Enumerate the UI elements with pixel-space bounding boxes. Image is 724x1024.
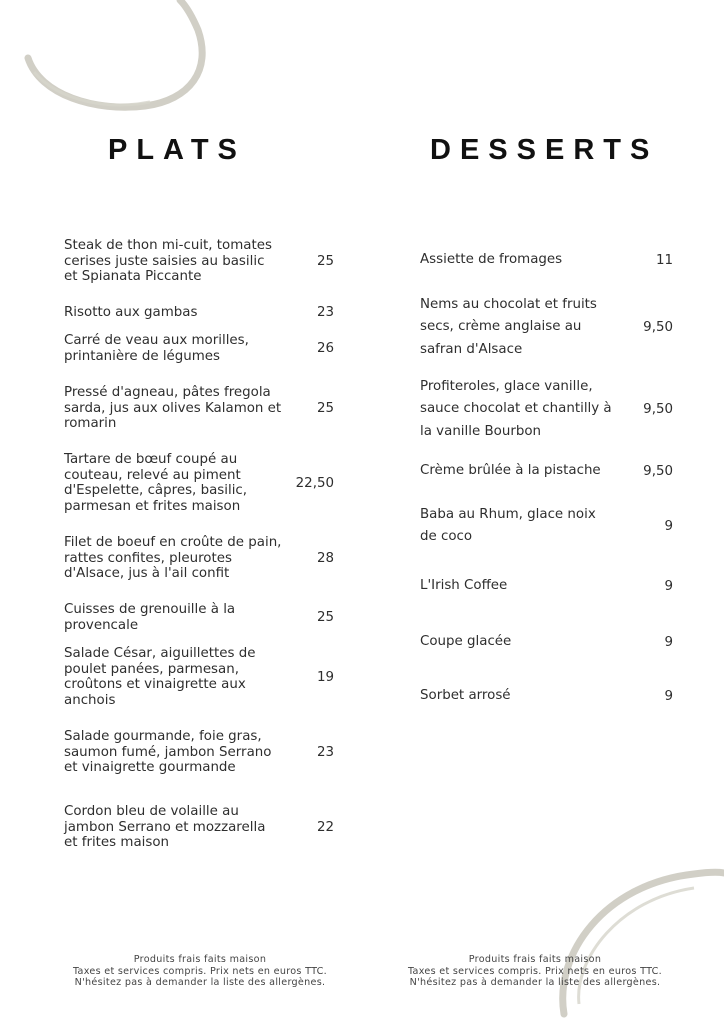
desserts-item-price: 11 xyxy=(655,252,673,268)
plats-item xyxy=(64,305,334,321)
desserts-item xyxy=(420,376,673,443)
brush-circle-bottom-right xyxy=(524,864,724,1024)
plats-item-price: 23 xyxy=(316,744,334,760)
plats-item-price: 28 xyxy=(316,550,334,566)
plats-item-name: Salade gourmande, foie gras, saumon fumé, jambon Serrano et vinaigrette gourmande xyxy=(64,729,272,776)
plats-item xyxy=(64,385,334,432)
footer-right xyxy=(385,954,685,989)
desserts-item xyxy=(420,460,673,482)
footer-homemade-note: Produits frais faits maison xyxy=(468,954,602,965)
desserts-item-name: Crème brûlée à la pistache xyxy=(420,463,601,478)
plats-item-name: Carré de veau aux morilles, printanière de légumes xyxy=(64,333,249,364)
plats-item xyxy=(64,452,334,514)
desserts-item xyxy=(420,249,673,271)
desserts-heading: DESSERTS xyxy=(430,134,659,166)
desserts-item-price: 9,50 xyxy=(643,463,673,479)
plats-item-name: Pressé d'agneau, pâtes fregola sarda, jus aux olives Kalamon et romarin xyxy=(64,385,282,432)
plats-item-name: Risotto aux gambas xyxy=(64,305,198,320)
plats-item-name: Cordon bleu de volaille au jambon Serrano et mozzarella et frites maison xyxy=(64,804,266,851)
plats-item-name: Tartare de bœuf coupé au couteau, relevé au piment d'Espelette, câpres, basilic, parmesan et frites maison xyxy=(64,452,248,514)
desserts-item-price: 9 xyxy=(664,578,673,594)
footer-taxes-note: Taxes et services compris. Prix nets en euros TTC. xyxy=(407,965,663,977)
plats-item-price: 19 xyxy=(316,669,334,685)
desserts-item-name: Coupe glacée xyxy=(420,634,512,649)
footer-taxes-note: Taxes et services compris. Prix nets en euros TTC. xyxy=(72,965,328,977)
plats-item xyxy=(64,333,334,364)
plats-item-name: Cuisses de grenouille à la provencale xyxy=(64,602,236,633)
plats-item-price: 23 xyxy=(316,305,334,321)
desserts-item xyxy=(420,294,673,361)
footer-homemade-note: Produits frais faits maison xyxy=(133,954,267,965)
desserts-item xyxy=(420,685,673,707)
plats-item-price: 26 xyxy=(316,341,334,357)
plats-item xyxy=(64,646,334,708)
plats-item-price: 25 xyxy=(316,610,334,626)
desserts-item-name: Baba au Rhum, glace noix de coco xyxy=(420,507,596,545)
desserts-item-name: Sorbet arrosé xyxy=(420,688,511,703)
desserts-item-price: 9,50 xyxy=(643,402,673,418)
brush-circle-top-left xyxy=(0,0,230,120)
desserts-item-name: Assiette de fromages xyxy=(420,252,563,267)
plats-item-price: 22 xyxy=(316,819,334,835)
desserts-item xyxy=(420,575,673,597)
plats-item xyxy=(64,602,334,633)
plats-item-name: Steak de thon mi-cuit, tomates cerises juste saisies au basilic et Spianata Piccante xyxy=(64,238,272,285)
desserts-item-price: 9 xyxy=(664,688,673,704)
plats-item-name: Filet de boeuf en croûte de pain, rattes confites, pleurotes d'Alsace, jus à l'ail confit xyxy=(64,535,282,582)
desserts-item-price: 9 xyxy=(664,634,673,650)
desserts-item xyxy=(420,504,673,549)
footer-allergens-note: N'hésitez pas à demander la liste des allergènes. xyxy=(409,977,661,989)
plats-item xyxy=(64,804,334,851)
footer-left xyxy=(50,954,350,989)
plats-item xyxy=(64,729,334,776)
desserts-item-name: L'Irish Coffee xyxy=(420,578,508,593)
plats-heading: PLATS xyxy=(108,134,246,166)
desserts-item-price: 9,50 xyxy=(643,320,673,336)
plats-item-price: 25 xyxy=(316,400,334,416)
desserts-item xyxy=(420,631,673,653)
plats-item-price: 22,50 xyxy=(295,475,334,491)
plats-item xyxy=(64,238,334,285)
plats-item xyxy=(64,535,334,582)
desserts-item-name: Profiteroles, glace vanille, sauce chocolat et chantilly à la vanille Bourbon xyxy=(420,379,612,439)
footer-allergens-note: N'hésitez pas à demander la liste des allergènes. xyxy=(74,977,326,989)
plats-item-price: 25 xyxy=(316,253,334,269)
desserts-item-name: Nems au chocolat et fruits secs, crème anglaise au safran d'Alsace xyxy=(420,297,597,357)
plats-item-name: Salade César, aiguillettes de poulet panées, parmesan, croûtons et vinaigrette aux anchois xyxy=(64,646,256,708)
desserts-item-price: 9 xyxy=(664,518,673,534)
